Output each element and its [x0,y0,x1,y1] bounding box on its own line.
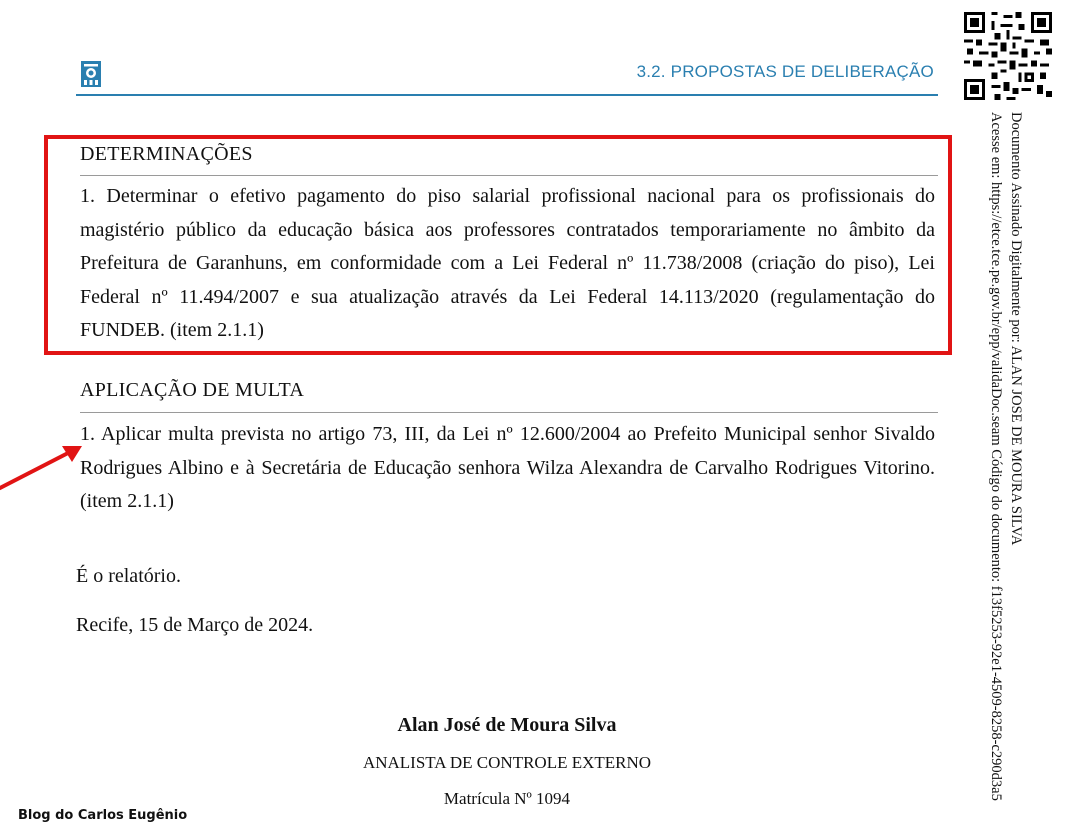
multa-item-1: 1. Aplicar multa prevista no artigo 73, III, da Lei nº 12.600/2004 ao Prefeito Municipal senhor Sivaldo Rodrigues Albino e à Secretária de Educação senhora Wilza Alexandra de Carvalho Rodrigues Vitorino. (item 2.1.1) [80,423,935,512]
closing-place-date: Recife, 15 de Março de 2024. [76,614,314,636]
signer-role: ANALISTA DE CONTROLE EXTERNO [362,753,652,772]
closing-relatorio: É o relatório. [76,565,181,587]
tce-logo-icon [80,60,102,88]
heading-multa: APLICAÇÃO DE MULTA [80,379,305,401]
section-title: 3.2. PROPOSTAS DE DELIBERAÇÃO [636,62,934,81]
heading-divider [80,412,938,413]
qr-code-icon [964,12,1052,100]
stamp-line-access: Acesse em: https://etce.tce.pe.gov.br/epp/validaDoc.seam Código do documento: f13f5253-92e1-4509-8258-c290d3a5 [988,112,1004,801]
signer-name: Alan José de Moura Silva [397,714,617,736]
red-arrow-icon [0,440,90,496]
heading-determinacoes: DETERMINAÇÕES [80,143,253,165]
digital-signature-stamp [986,112,1026,836]
determinacao-item-1: 1. Determinar o efetivo pagamento do piso salarial profissional nacional para os profissionais do magistério público da educação básica aos professores contratados temporariamente no âmbito da Prefeitura de Garanhuns, em conformidade com a Lei Federal nº 11.738/2008 (criação do piso), Lei Federal nº 11.494/2007 e sua atualização através da Lei Federal 14.113/2020 (regulamentação do FUNDEB. (item 2.1.1) [80,185,935,341]
header-divider [76,94,938,96]
signer-registration: Matrícula Nº 1094 [443,789,571,808]
heading-divider [80,175,938,176]
stamp-line-signer: Documento Assinado Digitalmente por: ALAN JOSE DE MOURA SILVA [1008,112,1024,546]
blog-watermark: Blog do Carlos Eugênio [18,808,188,823]
